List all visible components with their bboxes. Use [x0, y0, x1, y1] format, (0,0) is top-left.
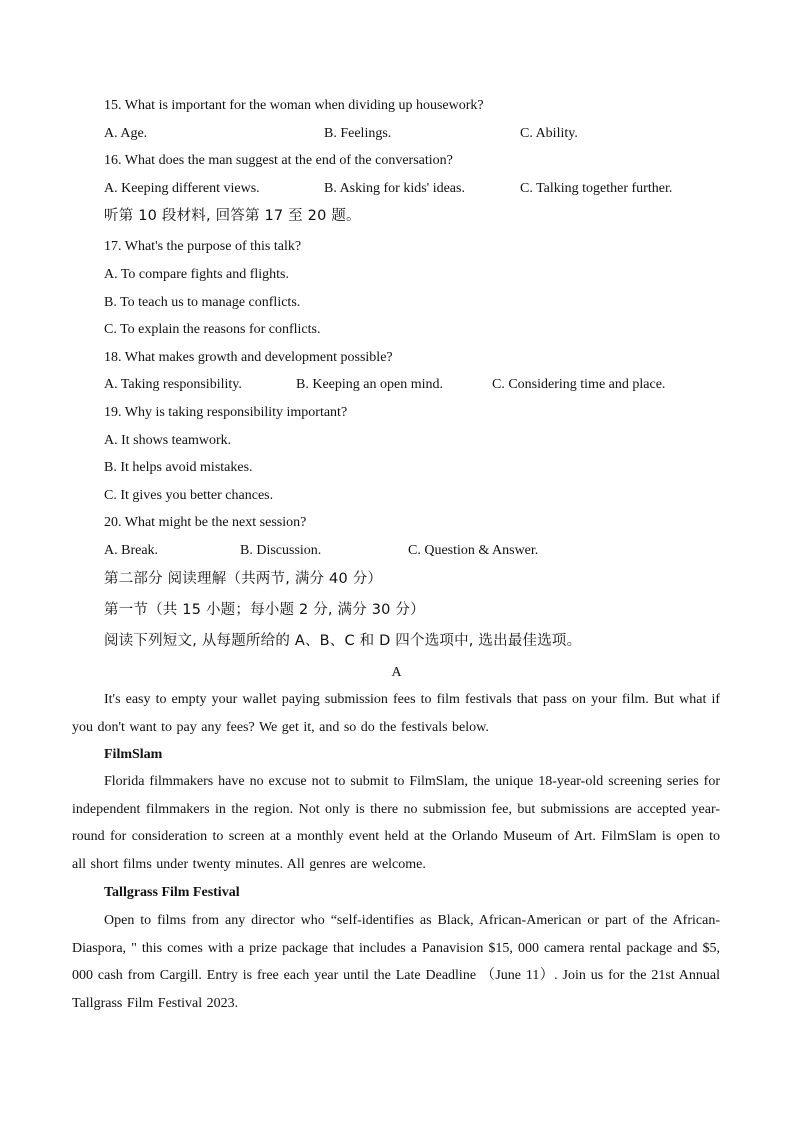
q18-option-a: A. Taking responsibility.	[104, 377, 242, 392]
tallgrass-heading: Tallgrass Film Festival	[104, 885, 240, 900]
q15-option-c: C. Ability.	[520, 126, 578, 141]
q17-option-c: C. To explain the reasons for conflicts.	[104, 322, 321, 337]
reading-section-title: 第一节（共 15 小题；每小题 2 分, 满分 30 分）	[104, 602, 425, 618]
filmslam-paragraph: Florida filmmakers have no excuse not to submit to FilmSlam, the unique 18-year-old screening series for independent filmmakers in the region. Not only is there no submission fee, but submissions are accepted year-round for consideration to screen at a monthly event held at the Orlando Museum of Art. FilmSlam is open to all short films under twenty minutes. All genres are welcome.	[72, 774, 720, 872]
q16-option-b: B. Asking for kids' ideas.	[324, 181, 465, 196]
q19-option-a: A. It shows teamwork.	[104, 433, 232, 448]
question-16: 16. What does the man suggest at the end of the conversation?	[104, 153, 453, 168]
reading-instruction: 阅读下列短文, 从每题所给的 A、B、C 和 D 四个选项中, 选出最佳选项。	[104, 633, 582, 649]
question-17: 17. What's the purpose of this talk?	[104, 239, 302, 254]
q20-option-a: A. Break.	[104, 543, 159, 558]
reading-part-title: 第二部分 阅读理解（共两节, 满分 40 分）	[104, 571, 383, 587]
q16-option-a: A. Keeping different views.	[104, 181, 260, 196]
material-10-instruction: 听第 10 段材料, 回答第 17 至 20 题。	[104, 208, 361, 224]
q15-option-b: B. Feelings.	[324, 126, 392, 141]
passage-letter: A	[391, 665, 402, 680]
q20-option-c: C. Question & Answer.	[408, 543, 539, 558]
q17-option-b: B. To teach us to manage conflicts.	[104, 295, 301, 310]
question-18: 18. What makes growth and development possible?	[104, 350, 393, 365]
q16-option-c: C. Talking together further.	[520, 181, 673, 196]
passage-intro: It's easy to empty your wallet paying submission fees to film festivals that pass on your film. But what if you don't want to pay any fees? We get it, and so do the festivals below.	[72, 692, 720, 735]
q19-option-c: C. It gives you better chances.	[104, 488, 274, 503]
q17-option-a: A. To compare fights and flights.	[104, 267, 290, 282]
q15-option-a: A. Age.	[104, 126, 148, 141]
tallgrass-paragraph: Open to films from any director who “self-identifies as Black, African-American or part of the African-Diaspora, " this comes with a prize package that includes a Panavision $15, 000 camera rental package and $5, 000 cash from Cargill. Entry is free each year until the Late Deadline （June 11）. Join us for the 21st Annual Tallgrass Film Festival 2023.	[72, 913, 720, 1011]
q18-option-b: B. Keeping an open mind.	[296, 377, 443, 392]
question-20: 20. What might be the next session?	[104, 515, 307, 530]
question-15: 15. What is important for the woman when dividing up housework?	[104, 98, 484, 113]
q19-option-b: B. It helps avoid mistakes.	[104, 460, 253, 475]
q18-option-c: C. Considering time and place.	[492, 377, 666, 392]
question-19: 19. Why is taking responsibility important?	[104, 405, 348, 420]
filmslam-heading: FilmSlam	[104, 747, 163, 762]
q20-option-b: B. Discussion.	[240, 543, 322, 558]
